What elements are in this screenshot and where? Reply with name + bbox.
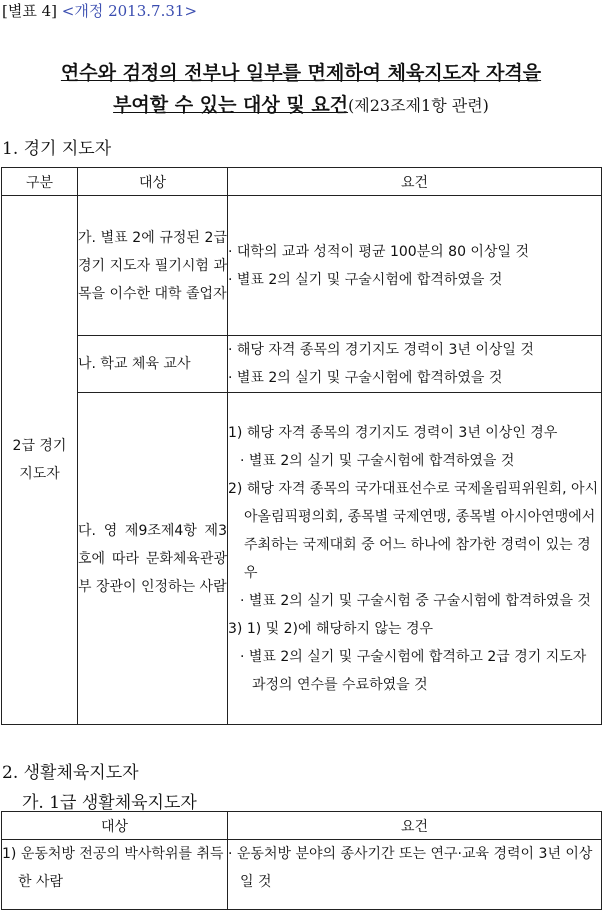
target-cell: 다. 영 제9조제4항 제3호에 따라 문화체육관광부 장관이 인정하는 사람 xyxy=(78,393,228,725)
requirement-item: · 운동처방 분야의 종사기간 또는 연구·교육 경력이 3년 이상일 것 xyxy=(228,846,593,890)
requirement-item: · 별표 2의 실기 및 구술시험에 합격하였을 것 xyxy=(240,452,515,469)
title-line-2-bold: 부여할 수 있는 대상 및 요건 xyxy=(113,94,349,116)
table-header-row xyxy=(2,812,602,840)
column-header: 요건 xyxy=(228,812,602,840)
requirement-item: 2) 해당 자격 종목의 국가대표선수로 국제올림픽위원회, 아시아올림픽평의회, 종목별 국제연맹, 종목별 아시아연맹에서 주최하는 국제대회 중 어느 하나에 참가한 경력이 있는 경우 xyxy=(228,480,599,581)
target-cell: 가. 별표 2에 규정된 2급 경기 지도자 필기시험 과목을 이수한 대학 졸업자 xyxy=(78,196,228,336)
title-reference: (제23조제1항 관련) xyxy=(348,96,489,115)
section-2-heading: 2. 생활체육지도자 xyxy=(2,763,139,783)
requirement-item: · 별표 2의 실기 및 구술시험에 합격하고 2급 경기 지도자 과정의 연수를 수료하였을 것 xyxy=(240,648,587,693)
requirement-item: · 별표 2의 실기 및 구술시험에 합격하였을 것 xyxy=(228,271,503,288)
coach-requirements-table xyxy=(1,167,602,725)
annex-label: [별표 4] xyxy=(2,2,57,20)
table-header-row xyxy=(2,168,602,196)
section-1-heading: 1. 경기 지도자 xyxy=(2,139,112,159)
section-2-subheading: 가. 1급 생활체육지도자 xyxy=(22,793,197,813)
target-cell: 나. 학교 체육 교사 xyxy=(78,336,228,393)
requirement-item: · 별표 2의 실기 및 구술시험 중 구술시험에 합격하였을 것 xyxy=(240,592,591,609)
requirement-cell xyxy=(228,336,602,393)
requirement-item: · 해당 자격 종목의 경기지도 경력이 3년 이상일 것 xyxy=(228,342,534,358)
requirement-cell xyxy=(228,393,602,725)
column-header: 대상 xyxy=(78,168,228,196)
life-sports-requirements-table xyxy=(1,811,602,910)
target-cell xyxy=(2,840,228,910)
category-cell: 2급 경기 지도자 xyxy=(2,196,78,725)
table-row xyxy=(2,840,602,910)
requirement-item: 3) 1) 및 2)에 해당하지 않는 경우 xyxy=(228,620,434,637)
title-line-1: 연수와 검정의 전부나 일부를 면제하여 체육지도자 자격을 xyxy=(60,62,542,84)
table-row xyxy=(2,196,602,336)
target-item: 1) 운동처방 전공의 박사학위를 취득한 사람 xyxy=(2,846,224,890)
title-line-2 xyxy=(0,90,602,117)
requirement-item: · 대학의 교과 성적이 평균 100분의 80 이상일 것 xyxy=(228,243,529,260)
column-header: 구분 xyxy=(2,168,78,196)
revision-note: <개정 2013.7.31> xyxy=(61,2,198,20)
requirement-item: · 별표 2의 실기 및 구술시험에 합격하였을 것 xyxy=(228,370,503,386)
requirement-cell xyxy=(228,196,602,336)
table-row xyxy=(2,336,602,393)
requirement-cell xyxy=(228,840,602,910)
annex-header xyxy=(2,0,197,21)
column-header: 요건 xyxy=(228,168,602,196)
table-row xyxy=(2,393,602,725)
column-header: 대상 xyxy=(2,812,228,840)
requirement-item: 1) 해당 자격 종목의 경기지도 경력이 3년 이상인 경우 xyxy=(228,424,558,441)
